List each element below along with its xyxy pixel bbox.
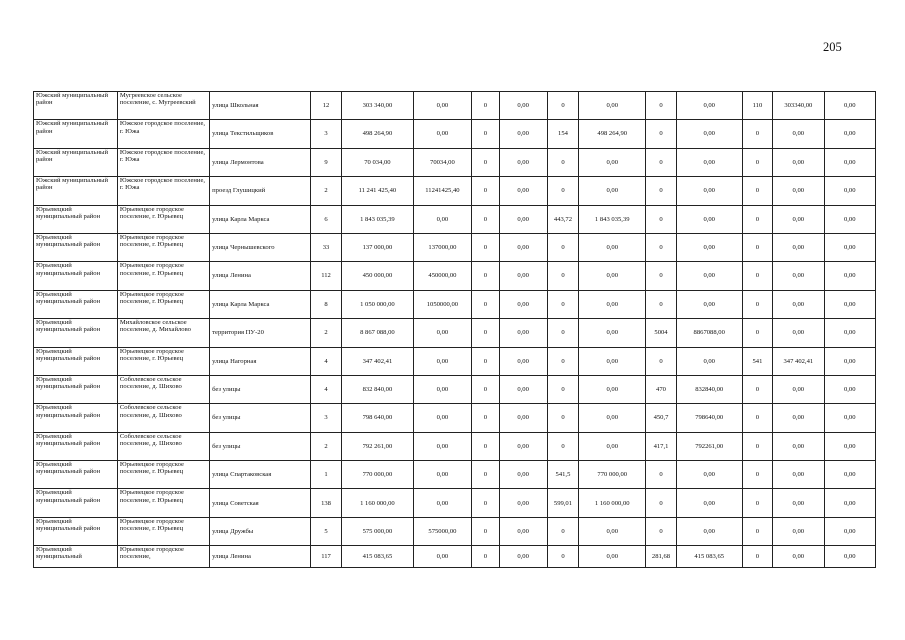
- c8-cell: 110: [742, 92, 772, 120]
- c4-cell: 0: [547, 546, 578, 568]
- district-cell: Южский муниципальный район: [34, 177, 118, 205]
- c8-cell: 0: [742, 546, 772, 568]
- c9-cell: 0,00: [773, 290, 824, 318]
- c10-cell: 0,00: [824, 546, 875, 568]
- c5-cell: 1 160 000,00: [579, 489, 646, 517]
- c3-cell: 0,00: [499, 262, 547, 290]
- house-cell: 5: [310, 517, 341, 545]
- c8-cell: 0: [742, 375, 772, 403]
- c4-cell: 0: [547, 290, 578, 318]
- district-cell: Юрьевецкий муниципальный район: [34, 205, 118, 233]
- c6-cell: 450,7: [646, 404, 676, 432]
- c7-cell: 0,00: [676, 489, 742, 517]
- total-cell: 450 000,00: [342, 262, 413, 290]
- c3-cell: 0,00: [499, 148, 547, 176]
- table-row: [34, 120, 876, 148]
- settlement-cell: Юрьевецкое городское поселение, г. Юрьевец: [117, 205, 209, 233]
- c8-cell: 0: [742, 489, 772, 517]
- c4-cell: 0: [547, 92, 578, 120]
- district-cell: Южский муниципальный район: [34, 92, 118, 120]
- total-cell: 1 160 000,00: [342, 489, 413, 517]
- c1-cell: 450000,00: [413, 262, 472, 290]
- table-row: [34, 92, 876, 120]
- c6-cell: 0: [646, 461, 676, 489]
- c4-cell: 0: [547, 375, 578, 403]
- house-cell: 8: [310, 290, 341, 318]
- total-cell: 70 034,00: [342, 148, 413, 176]
- settlement-cell: Юрьевецкое городское поселение,: [117, 546, 209, 568]
- table-row: [34, 290, 876, 318]
- c1-cell: 0,00: [413, 375, 472, 403]
- table-row: [34, 233, 876, 261]
- street-cell: улица Нагорная: [210, 347, 311, 375]
- c5-cell: 0,00: [579, 517, 646, 545]
- total-cell: 415 083,65: [342, 546, 413, 568]
- c4-cell: 0: [547, 319, 578, 347]
- c10-cell: 0,00: [824, 205, 875, 233]
- table-body: [34, 92, 876, 568]
- street-cell: без улицы: [210, 432, 311, 460]
- settlement-cell: Юрьевецкое городское поселение, г. Юрьевец: [117, 461, 209, 489]
- district-cell: Юрьевецкий муниципальный район: [34, 404, 118, 432]
- c6-cell: 0: [646, 262, 676, 290]
- c8-cell: 0: [742, 290, 772, 318]
- total-cell: 303 340,00: [342, 92, 413, 120]
- c5-cell: 0,00: [579, 546, 646, 568]
- c3-cell: 0,00: [499, 347, 547, 375]
- c1-cell: 0,00: [413, 404, 472, 432]
- c5-cell: 0,00: [579, 432, 646, 460]
- c3-cell: 0,00: [499, 546, 547, 568]
- total-cell: 11 241 425,40: [342, 177, 413, 205]
- house-cell: 117: [310, 546, 341, 568]
- settlement-cell: Соболевское сельское поселение, д. Шихово: [117, 432, 209, 460]
- c7-cell: 0,00: [676, 92, 742, 120]
- settlement-cell: Южское городское поселение, г. Южа: [117, 148, 209, 176]
- c8-cell: 0: [742, 120, 772, 148]
- c8-cell: 0: [742, 319, 772, 347]
- c3-cell: 0,00: [499, 233, 547, 261]
- c7-cell: 415 083,65: [676, 546, 742, 568]
- total-cell: 137 000,00: [342, 233, 413, 261]
- district-cell: Юрьевецкий муниципальный район: [34, 347, 118, 375]
- c1-cell: 0,00: [413, 205, 472, 233]
- c10-cell: 0,00: [824, 233, 875, 261]
- c7-cell: 0,00: [676, 205, 742, 233]
- c6-cell: 470: [646, 375, 676, 403]
- c3-cell: 0,00: [499, 404, 547, 432]
- c3-cell: 0,00: [499, 461, 547, 489]
- c2-cell: 0: [472, 319, 499, 347]
- c9-cell: 0,00: [773, 205, 824, 233]
- total-cell: 770 000,00: [342, 461, 413, 489]
- c7-cell: 0,00: [676, 347, 742, 375]
- c7-cell: 0,00: [676, 233, 742, 261]
- c1-cell: 0,00: [413, 319, 472, 347]
- c5-cell: 0,00: [579, 92, 646, 120]
- c7-cell: 0,00: [676, 461, 742, 489]
- c3-cell: 0,00: [499, 120, 547, 148]
- c6-cell: 0: [646, 290, 676, 318]
- c5-cell: 0,00: [579, 148, 646, 176]
- c4-cell: 154: [547, 120, 578, 148]
- c9-cell: 0,00: [773, 546, 824, 568]
- c10-cell: 0,00: [824, 262, 875, 290]
- c3-cell: 0,00: [499, 375, 547, 403]
- table-row: [34, 148, 876, 176]
- c7-cell: 0,00: [676, 148, 742, 176]
- c8-cell: 0: [742, 432, 772, 460]
- settlement-cell: Михайловское сельское поселение, д. Михайлово: [117, 319, 209, 347]
- c7-cell: 0,00: [676, 177, 742, 205]
- c1-cell: 0,00: [413, 461, 472, 489]
- table-row: [34, 262, 876, 290]
- street-cell: территория ПУ-20: [210, 319, 311, 347]
- c4-cell: 0: [547, 262, 578, 290]
- c2-cell: 0: [472, 205, 499, 233]
- total-cell: 347 402,41: [342, 347, 413, 375]
- c10-cell: 0,00: [824, 432, 875, 460]
- c9-cell: 0,00: [773, 262, 824, 290]
- district-cell: Юрьевецкий муниципальный район: [34, 432, 118, 460]
- street-cell: улица Ленина: [210, 262, 311, 290]
- street-cell: без улицы: [210, 404, 311, 432]
- district-cell: Юрьевецкий муниципальный район: [34, 233, 118, 261]
- c5-cell: 0,00: [579, 319, 646, 347]
- district-cell: Юрьевецкий муниципальный район: [34, 461, 118, 489]
- house-cell: 3: [310, 404, 341, 432]
- c8-cell: 0: [742, 517, 772, 545]
- street-cell: улица Спартаковская: [210, 461, 311, 489]
- c6-cell: 281,68: [646, 546, 676, 568]
- c8-cell: 0: [742, 262, 772, 290]
- house-cell: 6: [310, 205, 341, 233]
- c2-cell: 0: [472, 120, 499, 148]
- c9-cell: 0,00: [773, 177, 824, 205]
- district-cell: Юрьевецкий муниципальный район: [34, 489, 118, 517]
- table-row: [34, 347, 876, 375]
- c9-cell: 0,00: [773, 120, 824, 148]
- c8-cell: 0: [742, 461, 772, 489]
- c2-cell: 0: [472, 517, 499, 545]
- c2-cell: 0: [472, 92, 499, 120]
- c3-cell: 0,00: [499, 432, 547, 460]
- house-cell: 1: [310, 461, 341, 489]
- c3-cell: 0,00: [499, 177, 547, 205]
- c10-cell: 0,00: [824, 290, 875, 318]
- c9-cell: 347 402,41: [773, 347, 824, 375]
- c4-cell: 0: [547, 233, 578, 261]
- c4-cell: 599,01: [547, 489, 578, 517]
- c6-cell: 0: [646, 148, 676, 176]
- c3-cell: 0,00: [499, 319, 547, 347]
- c5-cell: 0,00: [579, 177, 646, 205]
- table-row: [34, 517, 876, 545]
- house-cell: 2: [310, 177, 341, 205]
- c5-cell: 770 000,00: [579, 461, 646, 489]
- c6-cell: 0: [646, 177, 676, 205]
- c10-cell: 0,00: [824, 489, 875, 517]
- c1-cell: 0,00: [413, 92, 472, 120]
- settlement-cell: Юрьевецкое городское поселение, г. Юрьевец: [117, 233, 209, 261]
- c8-cell: 0: [742, 205, 772, 233]
- settlement-cell: Юрьевецкое городское поселение, г. Юрьевец: [117, 262, 209, 290]
- house-cell: 112: [310, 262, 341, 290]
- c4-cell: 541,5: [547, 461, 578, 489]
- house-cell: 33: [310, 233, 341, 261]
- c6-cell: 0: [646, 120, 676, 148]
- house-cell: 138: [310, 489, 341, 517]
- c10-cell: 0,00: [824, 375, 875, 403]
- district-cell: Юрьевецкий муниципальный район: [34, 375, 118, 403]
- table-row: [34, 177, 876, 205]
- c5-cell: 0,00: [579, 233, 646, 261]
- c2-cell: 0: [472, 262, 499, 290]
- street-cell: улица Школьная: [210, 92, 311, 120]
- c1-cell: 137000,00: [413, 233, 472, 261]
- c5-cell: 0,00: [579, 290, 646, 318]
- c8-cell: 541: [742, 347, 772, 375]
- district-cell: Юрьевецкий муниципальный район: [34, 262, 118, 290]
- table-row: [34, 432, 876, 460]
- settlement-cell: Юрьевецкое городское поселение, г. Юрьевец: [117, 489, 209, 517]
- c6-cell: 0: [646, 233, 676, 261]
- settlement-cell: Южское городское поселение, г. Южа: [117, 177, 209, 205]
- c7-cell: 792261,00: [676, 432, 742, 460]
- house-cell: 2: [310, 319, 341, 347]
- settlement-cell: Соболевское сельское поселение, д. Шихово: [117, 375, 209, 403]
- district-cell: Южский муниципальный район: [34, 148, 118, 176]
- district-cell: Юрьевецкий муниципальный район: [34, 517, 118, 545]
- c8-cell: 0: [742, 233, 772, 261]
- c5-cell: 1 843 035,39: [579, 205, 646, 233]
- c4-cell: 0: [547, 404, 578, 432]
- c5-cell: 498 264,90: [579, 120, 646, 148]
- c7-cell: 798640,00: [676, 404, 742, 432]
- settlement-cell: Соболевское сельское поселение, д. Шихово: [117, 404, 209, 432]
- house-cell: 9: [310, 148, 341, 176]
- c9-cell: 0,00: [773, 148, 824, 176]
- total-cell: 498 264,90: [342, 120, 413, 148]
- total-cell: 1 050 000,00: [342, 290, 413, 318]
- table-row: [34, 489, 876, 517]
- c4-cell: 0: [547, 177, 578, 205]
- c6-cell: 0: [646, 517, 676, 545]
- c1-cell: 0,00: [413, 489, 472, 517]
- data-table: [33, 91, 876, 568]
- c8-cell: 0: [742, 404, 772, 432]
- settlement-cell: Юрьевецкое городское поселение, г. Юрьевец: [117, 347, 209, 375]
- c2-cell: 0: [472, 375, 499, 403]
- c10-cell: 0,00: [824, 319, 875, 347]
- total-cell: 798 640,00: [342, 404, 413, 432]
- house-cell: 4: [310, 375, 341, 403]
- c2-cell: 0: [472, 148, 499, 176]
- c10-cell: 0,00: [824, 347, 875, 375]
- house-cell: 4: [310, 347, 341, 375]
- street-cell: улица Карла Маркса: [210, 290, 311, 318]
- c7-cell: 0,00: [676, 262, 742, 290]
- c7-cell: 0,00: [676, 517, 742, 545]
- street-cell: улица Карла Маркса: [210, 205, 311, 233]
- house-cell: 2: [310, 432, 341, 460]
- total-cell: 792 261,00: [342, 432, 413, 460]
- table-row: [34, 319, 876, 347]
- c8-cell: 0: [742, 177, 772, 205]
- c2-cell: 0: [472, 432, 499, 460]
- street-cell: улица Чернышевского: [210, 233, 311, 261]
- c4-cell: 0: [547, 347, 578, 375]
- c3-cell: 0,00: [499, 290, 547, 318]
- c6-cell: 0: [646, 92, 676, 120]
- c3-cell: 0,00: [499, 489, 547, 517]
- c2-cell: 0: [472, 233, 499, 261]
- c1-cell: 0,00: [413, 347, 472, 375]
- settlement-cell: Юрьевецкое городское поселение, г. Юрьевец: [117, 517, 209, 545]
- c1-cell: 1050000,00: [413, 290, 472, 318]
- total-cell: 575 000,00: [342, 517, 413, 545]
- c1-cell: 0,00: [413, 120, 472, 148]
- c6-cell: 0: [646, 347, 676, 375]
- c6-cell: 5004: [646, 319, 676, 347]
- c3-cell: 0,00: [499, 92, 547, 120]
- c5-cell: 0,00: [579, 375, 646, 403]
- house-cell: 3: [310, 120, 341, 148]
- c2-cell: 0: [472, 489, 499, 517]
- total-cell: 1 843 035,39: [342, 205, 413, 233]
- street-cell: улица Ленина: [210, 546, 311, 568]
- district-cell: Юрьевецкий муниципальный: [34, 546, 118, 568]
- settlement-cell: Мугреевское сельское поселение, с. Мугреевский: [117, 92, 209, 120]
- c10-cell: 0,00: [824, 177, 875, 205]
- c9-cell: 0,00: [773, 489, 824, 517]
- street-cell: улица Советская: [210, 489, 311, 517]
- c10-cell: 0,00: [824, 461, 875, 489]
- c7-cell: 832840,00: [676, 375, 742, 403]
- c1-cell: 575000,00: [413, 517, 472, 545]
- street-cell: улица Лермонтова: [210, 148, 311, 176]
- district-cell: Юрьевецкий муниципальный район: [34, 319, 118, 347]
- c2-cell: 0: [472, 177, 499, 205]
- c9-cell: 303340,00: [773, 92, 824, 120]
- c6-cell: 0: [646, 489, 676, 517]
- total-cell: 832 840,00: [342, 375, 413, 403]
- c1-cell: 0,00: [413, 546, 472, 568]
- c3-cell: 0,00: [499, 205, 547, 233]
- district-cell: Южский муниципальный район: [34, 120, 118, 148]
- c2-cell: 0: [472, 290, 499, 318]
- c6-cell: 417,1: [646, 432, 676, 460]
- house-cell: 12: [310, 92, 341, 120]
- c6-cell: 0: [646, 205, 676, 233]
- c4-cell: 0: [547, 517, 578, 545]
- street-cell: без улицы: [210, 375, 311, 403]
- settlement-cell: Юрьевецкое городское поселение, г. Юрьевец: [117, 290, 209, 318]
- c3-cell: 0,00: [499, 517, 547, 545]
- street-cell: проезд Глушицкий: [210, 177, 311, 205]
- c9-cell: 0,00: [773, 404, 824, 432]
- table-row: [34, 205, 876, 233]
- c4-cell: 0: [547, 432, 578, 460]
- c9-cell: 0,00: [773, 432, 824, 460]
- c7-cell: 8867088,00: [676, 319, 742, 347]
- c5-cell: 0,00: [579, 262, 646, 290]
- street-cell: улица Текстильщиков: [210, 120, 311, 148]
- c10-cell: 0,00: [824, 148, 875, 176]
- c1-cell: 0,00: [413, 432, 472, 460]
- c9-cell: 0,00: [773, 461, 824, 489]
- district-cell: Юрьевецкий муниципальный район: [34, 290, 118, 318]
- c2-cell: 0: [472, 461, 499, 489]
- table-row: [34, 546, 876, 568]
- c5-cell: 0,00: [579, 404, 646, 432]
- c10-cell: 0,00: [824, 120, 875, 148]
- street-cell: улица Дружбы: [210, 517, 311, 545]
- c1-cell: 11241425,40: [413, 177, 472, 205]
- table-row: [34, 375, 876, 403]
- c1-cell: 70034,00: [413, 148, 472, 176]
- c10-cell: 0,00: [824, 517, 875, 545]
- c4-cell: 0: [547, 148, 578, 176]
- total-cell: 8 867 088,00: [342, 319, 413, 347]
- c9-cell: 0,00: [773, 319, 824, 347]
- c10-cell: 0,00: [824, 92, 875, 120]
- c8-cell: 0: [742, 148, 772, 176]
- c7-cell: 0,00: [676, 120, 742, 148]
- c2-cell: 0: [472, 546, 499, 568]
- c7-cell: 0,00: [676, 290, 742, 318]
- c2-cell: 0: [472, 347, 499, 375]
- c9-cell: 0,00: [773, 517, 824, 545]
- c4-cell: 443,72: [547, 205, 578, 233]
- c2-cell: 0: [472, 404, 499, 432]
- c9-cell: 0,00: [773, 233, 824, 261]
- table-row: [34, 404, 876, 432]
- c10-cell: 0,00: [824, 404, 875, 432]
- c5-cell: 0,00: [579, 347, 646, 375]
- settlement-cell: Южское городское поселение, г. Южа: [117, 120, 209, 148]
- page-number: 205: [823, 40, 842, 54]
- table-row: [34, 461, 876, 489]
- c9-cell: 0,00: [773, 375, 824, 403]
